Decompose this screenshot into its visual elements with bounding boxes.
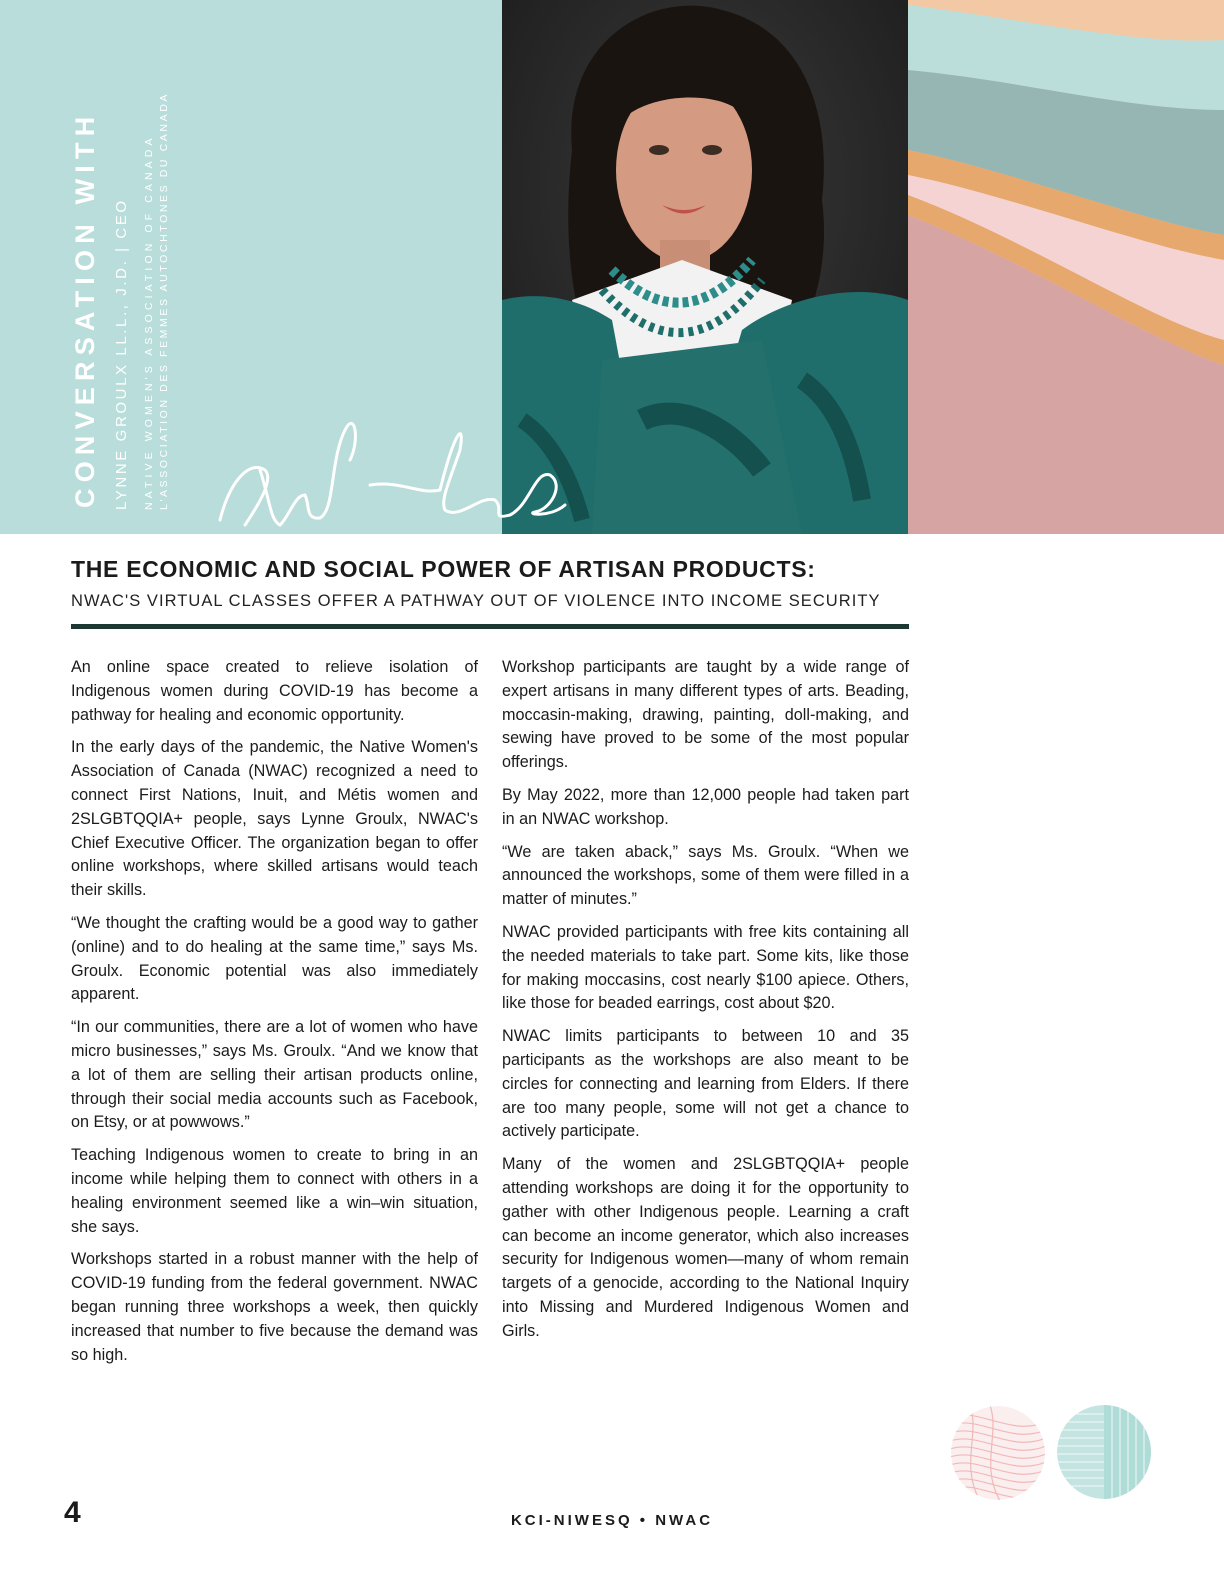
paragraph: In the early days of the pandemic, the Native Women's Association of Canada (NWAC) recognized a need to connect First Nations, Inuit, and Métis women and 2SLGBTQQIA+ people, says Lynne Groulx, NWAC's Chief Executive Officer. The organization began to offer online workshops, where skilled artisans would teach their skills. [71, 738, 478, 900]
paragraph: “We are taken aback,” says Ms. Groulx. “When we announced the workshops, some of them were filled in a matter of minutes.” [502, 842, 909, 909]
paragraph: NWAC limits participants to between 10 and 35 participants as the workshops are also meant to be circles for connecting and learning from Elders. If there are too many people, some will not get a chance to actively participate. [502, 1027, 909, 1141]
decorative-waves [908, 0, 1224, 534]
footer-brand: KCI-NIWESQ • NWAC [510, 1512, 714, 1529]
paragraph: Workshop participants are taught by a wide range of expert artisans in many different types of arts. Beading, moccasin-making, drawing, painting, doll-making, and sewing have proved to be some of the most popular offerings. [502, 658, 909, 772]
paragraph: An online space created to relieve isolation of Indigenous women during COVID-19 has become a pathway for healing and economic opportunity. [71, 658, 478, 724]
paragraph: “In our communities, there are a lot of women who have micro businesses,” says Ms. Groulx. “And we know that a lot of them are selling their artisan products online, through their social media accounts such as Facebook, on Etsy, or at powwows.” [71, 1018, 478, 1132]
paragraph: Workshops started in a robust manner with the help of COVID-19 funding from the federal government. NWAC began running three workshops a week, then quickly increased that number to five because the demand was so high. [71, 1250, 478, 1364]
organization-name-french: L'ASSOCIATION DES FEMMES AUTOCHTONES DU CANADA [158, 92, 170, 510]
headline-divider [71, 624, 909, 629]
article-subheadline: NWAC'S VIRTUAL CLASSES OFFER A PATHWAY OUT OF VIOLENCE INTO INCOME SECURITY [71, 592, 881, 610]
teal-texture-circle-icon [1056, 1404, 1152, 1500]
paragraph: Teaching Indigenous women to create to bring in an income while helping them to connect with others in a healing environment seemed like a win–win situation, she says. [71, 1146, 478, 1236]
waves-illustration [908, 0, 1224, 534]
article-left-column [71, 656, 478, 1376]
interviewee-name: LYNNE GROULX LL.L., J.D. | CEO [113, 198, 130, 510]
article-headline: THE ECONOMIC AND SOCIAL POWER OF ARTISAN PRODUCTS: [71, 556, 816, 582]
organization-name-english: NATIVE WOMEN'S ASSOCIATION OF CANADA [143, 134, 155, 510]
paragraph: “We thought the crafting would be a good way to gather (online) and to do healing at the same time,” says Ms. Groulx. Economic potential was also immediately apparent. [71, 913, 478, 1004]
page-number: 4 [64, 1496, 81, 1529]
conversation-title: CONVERSATION WITH [70, 110, 100, 508]
pink-texture-circle-icon [950, 1405, 1046, 1501]
article-right-column [502, 656, 909, 1353]
paragraph: By May 2022, more than 12,000 people had taken part in an NWAC workshop. [502, 785, 909, 828]
paragraph: NWAC provided participants with free kits containing all the needed materials to take part. Some kits, like those for making moccasins, cost nearly $100 apiece. Others, like those for beaded earrings, cost about $20. [502, 922, 909, 1013]
signature [210, 400, 580, 534]
paragraph: Many of the women and 2SLGBTQQIA+ people attending workshops are doing it for the opportunity to gather with other Indigenous people. Learning a craft can become an income generator, which also increases security for Indigenous women—many of whom remain targets of a genocide, according to the National Inquiry into Missing and Murdered Indigenous Women and Girls. [502, 1155, 909, 1340]
